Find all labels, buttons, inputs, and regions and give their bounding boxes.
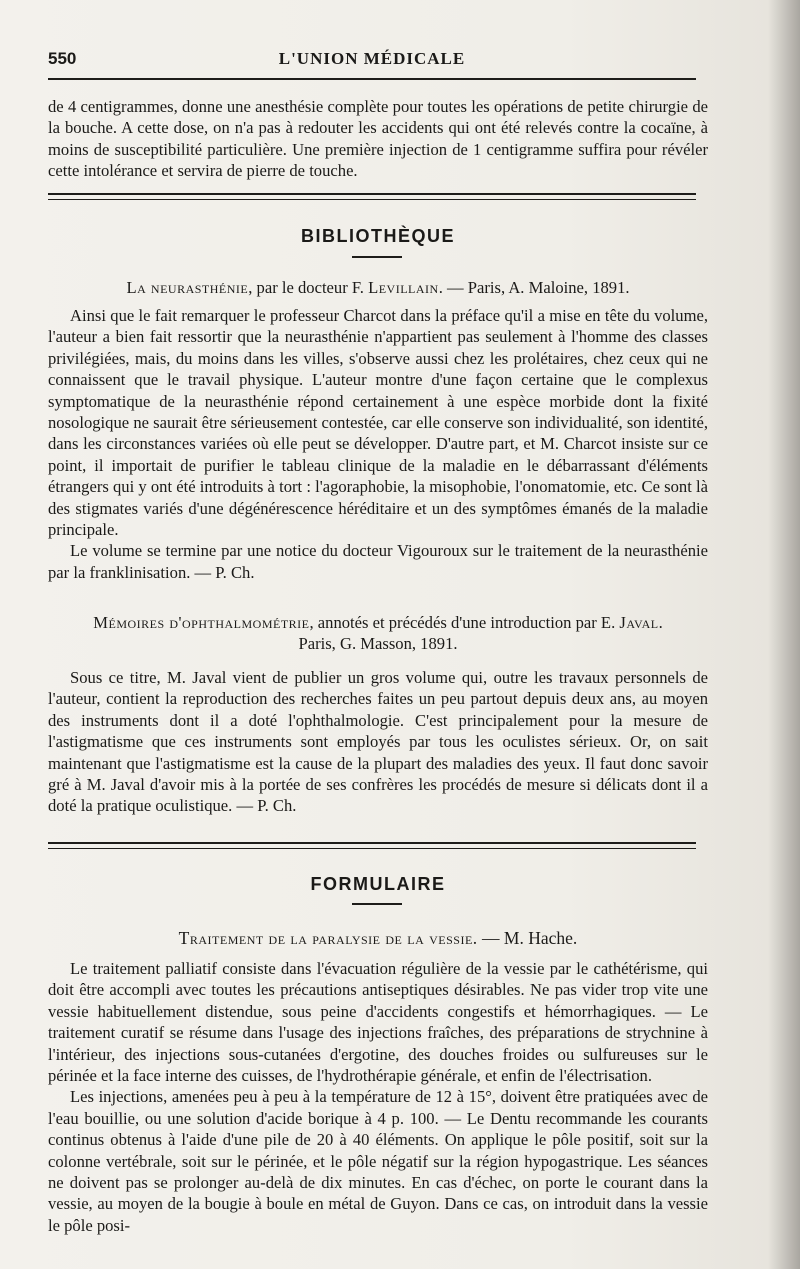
section-rule-top-2	[48, 842, 696, 844]
review2-author: Javal	[619, 613, 659, 632]
running-title: L'UNION MÉDICALE	[278, 49, 466, 68]
page-header	[48, 46, 696, 74]
review1-author: Levillain	[368, 278, 439, 297]
review1-publisher: . — Paris, A. Maloine, 1891.	[438, 278, 630, 297]
formulaire-entry-heading	[48, 928, 708, 949]
review2-subtitle: , annotés et précédés d'une introduction par E.	[309, 613, 620, 632]
page-number: 550	[48, 49, 77, 68]
review2-author-end: .	[658, 613, 663, 632]
review2-title-line	[48, 612, 708, 633]
formulaire-body	[48, 958, 708, 1236]
header-rule	[48, 78, 696, 80]
bibliotheque-title: BIBLIOTHÈQUE	[300, 226, 455, 246]
formulaire-entry-title: Traitement de la paralysie de la vessie.	[178, 928, 478, 948]
section-dash-2	[352, 903, 402, 905]
section-rule-top	[48, 193, 696, 195]
review2-publisher: Paris, G. Masson, 1891.	[298, 634, 458, 653]
review2-paragraph: Sous ce titre, M. Javal vient de publier un gros volume qui, outre les travaux personnels de l'auteur, contient la reproduction des recherches faites un peu partout depuis deux ans, au moyen des instruments dont il a doté l'ophthalmologie. C'est principalement pour la mesure de l'astigmatisme que ces instruments sont employés par tous les oculistes sérieux. Or, on sait maintenant que l'astigmatisme est la cause de la plupart des maladies des yeux. Il faut donc savoir gré à M. Javal d'avoir mis à la portée de ses confrères les procédés de mesure si délicats dont il a doté la pratique oculistique. — P. Ch.	[48, 668, 708, 816]
review2-body	[48, 667, 708, 817]
review2-heading	[48, 612, 708, 654]
formulaire-title: FORMULAIRE	[310, 874, 446, 894]
review1-heading	[48, 277, 708, 298]
section-rule-bottom	[48, 199, 696, 200]
review1-book-title: La neurasthénie	[126, 278, 249, 297]
section-dash	[352, 256, 402, 258]
intro-paragraph: de 4 centigrammes, donne une anesthésie complète pour toutes les opérations de petite chirurgie de la bouche. A cette dose, on n'a pas à redouter les accidents qui ont été relevés contre la cocaïne, à moins de susceptibilité particulière. Une première injection de 1 centigramme suffira pour révéler cette intolérance et servira de pierre de touche.	[48, 97, 708, 181]
intro-block	[48, 96, 708, 182]
review1-paragraph-1: Ainsi que le fait remarquer le professeur Charcot dans la préface qu'il a mise en tête du volume, l'auteur a bien fait ressortir que la neurasthénie n'appartient pas seulement à l'homme des classes privilégiées, mais, du moins dans les villes, s'observe aussi chez les prolétaires, chez ceux qui ne connaissent que le travail physique. L'auteur montre d'une façon certaine que le complexus symptomatique de la neurasthénie répond certainement à une espèce morbide dont la fixité nosologique ne saurait être sérieusement contestée, car elle conserve son individualité, son identité, dans les circonstances variées où elle peut se développer. D'autre part, et M. Charcot insiste sur ce point, il importait de purifier le tableau clinique de la maladie en le débarrassant d'éléments étrangers qui y ont été introduits à tort : l'agoraphobie, la misophobie, l'onomatomie, etc. Ce sont là des stigmates variés d'une dégénérescence héréditaire et un des symptômes émanés de la maladie principale.	[48, 306, 708, 540]
formulaire-paragraph-1: Le traitement palliatif consiste dans l'évacuation régulière de la vessie par le cathétérisme, qui doit être accompli avec toutes les précautions antiseptiques désirables. Ne pas vider trop vite une vessie habituellement distendue, sous peine d'accidents congestifs et hémorrhagiques. — Le traitement curatif se résume dans l'usage des injections fraîches, des préparations de strychnine à l'intérieur, des injections sous-cutanées d'ergotine, des douches froides ou sulfureuses sur le périnée et la face interne des cuisses, de l'hydrothérapie générale, et enfin de l'électrisation.	[48, 959, 708, 1086]
review1-paragraph-2: Le volume se termine par une notice du docteur Vigouroux sur le traitement de la neurasthénie par la franklinisation. — P. Ch.	[48, 541, 708, 582]
formulaire-entry-author: — M. Hache.	[477, 928, 578, 948]
review1-author-line: , par le docteur F.	[248, 278, 369, 297]
review2-book-title: Mémoires d'ophthalmométrie	[93, 613, 310, 632]
formulaire-paragraph-2: Les injections, amenées peu à peu à la température de 12 à 15°, doivent être pratiquées avec de l'eau bouillie, ou une solution d'acide borique à 4 p. 100. — Le Dentu recommande les courants continus obtenus à l'aide d'une pile de 20 à 40 éléments. On applique le pôle positif, soit sur la colonne vertébrale, soit sur le périnée, et le pôle négatif sur la région hypogastrique. Les séances ne doivent pas se prolonger au-delà de dix minutes. En cas d'échec, on porte le courant dans la vessie, au moyen de la bougie à boule en métal de Guyon. Dans ce cas, on introduit dans la vessie le pôle posi-	[48, 1087, 708, 1235]
review1-body	[48, 305, 708, 583]
section-rule-bottom-2	[48, 848, 696, 849]
